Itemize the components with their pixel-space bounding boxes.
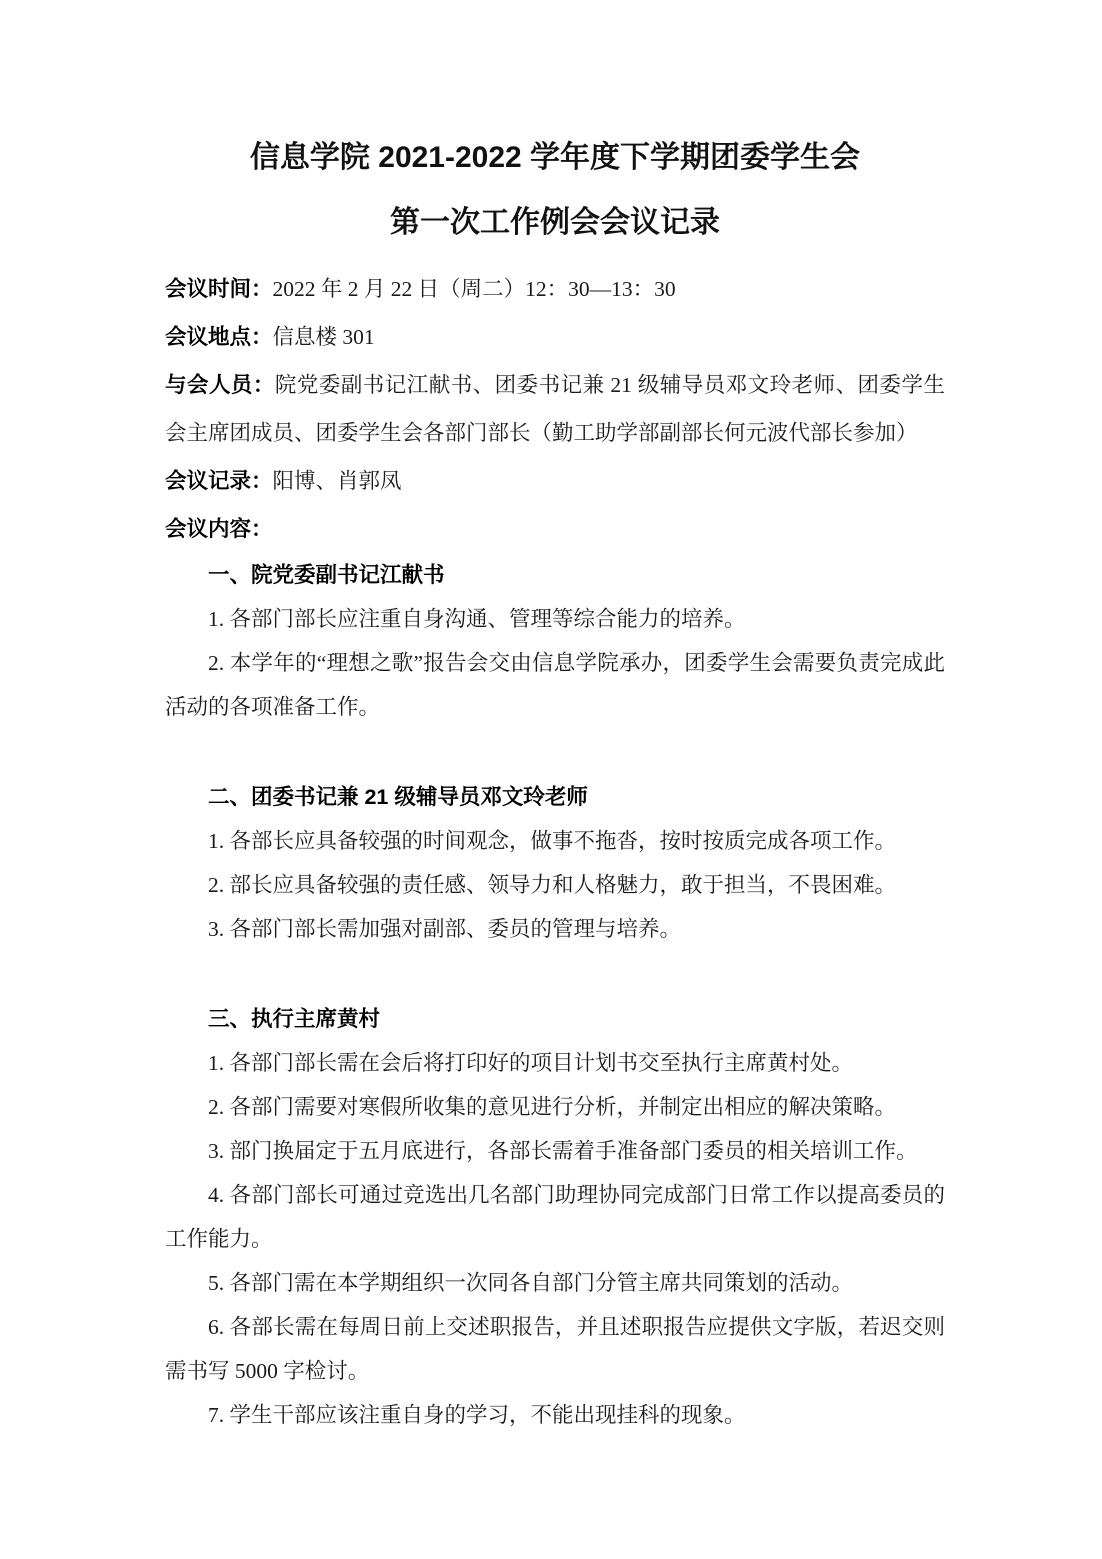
section-2 xyxy=(165,775,945,951)
section-3 xyxy=(165,997,945,1437)
meeting-time xyxy=(165,265,945,313)
section-3-item: 3. 部门换届定于五月底进行，各部长需着手准备部门委员的相关培训工作。 xyxy=(208,1139,918,1163)
section-3-item: 2. 各部门需要对寒假所收集的意见进行分析，并制定出相应的解决策略。 xyxy=(208,1095,897,1119)
meeting-location-value: 信息楼 301 xyxy=(272,325,375,349)
meeting-attendees xyxy=(165,361,945,457)
meeting-attendees-value: 院党委副书记江献书、团委书记兼 21 级辅导员邓文玲老师、团委学生会主席团成员、团委学生会各部门部长（勤工助学部副部长何元波代部长参加） xyxy=(165,373,945,445)
meeting-content-label: 会议内容： xyxy=(165,517,273,541)
section-2-heading: 二、团委书记兼 21 级辅导员邓文玲老师 xyxy=(208,785,588,809)
section-3-item: 5. 各部门需在本学期组织一次同各自部门分管主席共同策划的活动。 xyxy=(208,1271,854,1295)
document-title-line1: 信息学院 2021-2022 学年度下学期团委学生会 xyxy=(249,141,861,174)
section-3-item: 1. 各部门部长需在会后将打印好的项目计划书交至执行主席黄村处。 xyxy=(208,1051,854,1075)
section-3-heading: 三、执行主席黄村 xyxy=(208,1007,381,1031)
section-2-item: 3. 各部门部长需加强对副部、委员的管理与培养。 xyxy=(208,917,682,941)
meeting-recorder xyxy=(165,457,945,505)
meeting-attendees-label: 与会人员： xyxy=(165,373,275,397)
meeting-content-heading xyxy=(165,505,945,553)
section-3-item: 4. 各部门部长可通过竞选出几名部门助理协同完成部门日常工作以提高委员的工作能力。 xyxy=(165,1183,945,1251)
meeting-location xyxy=(165,313,945,361)
meeting-recorder-value: 阳博、肖郭凤 xyxy=(272,469,402,493)
section-1-heading: 一、院党委副书记江献书 xyxy=(208,563,445,587)
meeting-time-label: 会议时间： xyxy=(165,277,273,301)
section-3-item: 6. 各部长需在每周日前上交述职报告，并且述职报告应提供文字版，若迟交则需书写 5000 字检讨。 xyxy=(165,1315,945,1383)
document-title-line2: 第一次工作例会会议记录 xyxy=(390,206,720,239)
section-2-item: 2. 部长应具备较强的责任感、领导力和人格魅力，敢于担当，不畏困难。 xyxy=(208,873,897,897)
section-1-item: 2. 本学年的“理想之歌”报告会交由信息学院承办，团委学生会需要负责完成此活动的各项准备工作。 xyxy=(165,651,945,719)
section-2-item: 1. 各部长应具备较强的时间观念，做事不拖沓，按时按质完成各项工作。 xyxy=(208,829,897,853)
meeting-time-value: 2022 年 2 月 22 日（周二）12：30—13：30 xyxy=(272,277,676,301)
meeting-recorder-label: 会议记录： xyxy=(165,469,273,493)
meeting-location-label: 会议地点： xyxy=(165,325,273,349)
section-1 xyxy=(165,553,945,729)
section-3-item: 7. 学生干部应该注重自身的学习，不能出现挂科的现象。 xyxy=(208,1403,746,1427)
section-1-item: 1. 各部门部长应注重自身沟通、管理等综合能力的培养。 xyxy=(208,607,746,631)
